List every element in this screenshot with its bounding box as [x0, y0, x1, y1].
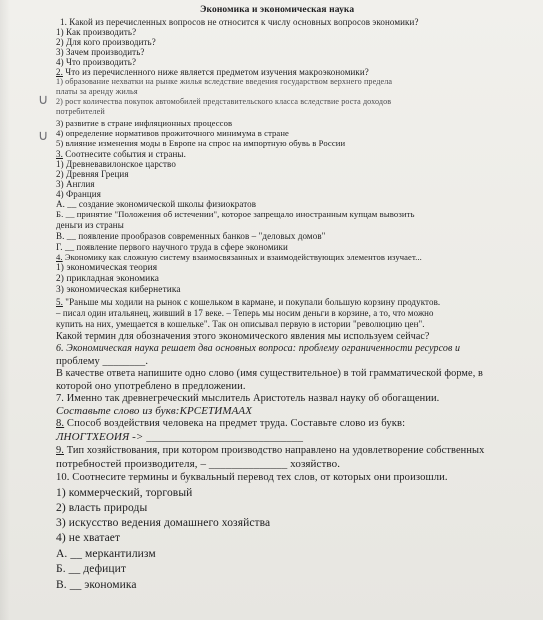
- q6-text: 6. Экономическая наука решает два основных вопроса: проблему ограниченности ресурсов и: [56, 343, 461, 354]
- page-title: Экономика и экономическая наука: [200, 5, 355, 15]
- q2-option-2-cont: потребителей: [56, 107, 105, 116]
- q9-number: 9.: [56, 445, 64, 456]
- q9-text: [56, 446, 484, 456]
- q10-word-b: Б. __ дефицит: [56, 563, 127, 575]
- q5-text-cont-2: купить на них, умещается в кошельке". Так он описывал первую в истории "революцию цен".: [56, 319, 425, 329]
- q8-letters: ЛНОГТХЕОИЯ -> ____________________________: [56, 431, 304, 443]
- q10-word-a: А. __ меркантилизм: [56, 548, 156, 560]
- q5-text: [56, 298, 440, 307]
- q3-country-1: 1) Древневавилонское царство: [56, 159, 176, 169]
- q10-term-4: 4) не хватает: [56, 532, 121, 544]
- q1-option-3: 3) Зачем производить?: [56, 47, 145, 57]
- q6-text-cont: проблему ________.: [56, 356, 149, 367]
- q3-number: 3.: [56, 149, 63, 159]
- q1-option-1: 1) Как производить?: [56, 27, 137, 37]
- q3-event-b: Б. __ принятие "Положения об истечении", которое запрещало иностранным купцам вывозить: [56, 209, 415, 219]
- q9-text-cont: потребностей производителя, – ______________ хозяйство.: [56, 458, 341, 470]
- q3-event-a: А. __ создание экономической школы физиократов: [56, 199, 257, 209]
- page-edge-shadow: [0, 0, 10, 620]
- q8-text: [56, 419, 405, 430]
- q3-country-2: 2) Древняя Греция: [56, 169, 129, 179]
- q2-option-3: 3) развитие в стране инфляционных процессов: [56, 118, 233, 128]
- q3-country-3: 3) Англия: [56, 179, 95, 189]
- pencil-mark-1: ∪: [38, 92, 49, 108]
- q10-term-3: 3) искусство ведения домашнего хозяйства: [56, 517, 271, 529]
- q2-option-4: 4) определение нормативов прожиточного минимума в стране: [56, 128, 289, 138]
- q1-option-2: 2) Для кого производить?: [56, 37, 156, 47]
- q1-option-4: 4) Что производить?: [56, 57, 137, 67]
- q2-number: 2.: [56, 67, 63, 77]
- q5-text-cont-1: – писал один итальянец, живший в 17 веке. – Теперь мы носим деньги в корзине, а то, что можно: [56, 308, 434, 318]
- q2-text: [56, 68, 369, 77]
- q8-question: Способ воздействия человека на предмет труда. Составьте слово из букв:: [64, 418, 406, 429]
- q2-option-1: 1) образование нехватки на рынке жилья вследствие введения государством верхнего предела: [56, 77, 393, 86]
- q7-text: 7. Именно так древнегреческий мыслитель Аристотель назвал науку об обогащении.: [56, 393, 440, 404]
- q5-text-cont-3: Какой термин для обозначения этого экономического явления мы используем сейчас?: [56, 331, 430, 342]
- q3-question: Соотнесите события и страны.: [62, 149, 186, 159]
- q6-instruction-cont: которой оно употреблено в предложении.: [56, 381, 246, 392]
- q4-question: Экономику как сложную систему взаимосвязанных и взаимодействующих элементов изучает...: [62, 252, 422, 262]
- q10-term-1: 1) коммерческий, торговый: [56, 487, 193, 499]
- q7-letters: Составьте слово из букв:КРСЕТИМААХ: [56, 405, 253, 417]
- q5-number: 5.: [56, 297, 63, 307]
- q1-text: 1. Какой из перечисленных вопросов не относится к числу основных вопросов экономики?: [60, 17, 419, 27]
- q3-event-g: Г. __ появление первого научного труда в сфере экономики: [56, 242, 288, 252]
- q4-text: [56, 253, 422, 262]
- q10-word-v: В. __ экономика: [56, 579, 137, 591]
- q4-option-1: 1) экономическая теория: [56, 263, 158, 273]
- q3-country-4: 4) Франция: [56, 189, 101, 199]
- q3-text: [56, 150, 186, 159]
- q3-event-v: В. __ появление прообразов современных банков – "деловых домов": [56, 231, 326, 241]
- q8-number: 8.: [56, 418, 65, 429]
- q2-option-2: 2) рост количества покупок автомобилей представительского класса вследствие роста доходов: [56, 97, 392, 106]
- q2-option-1-cont: платы за аренду жилья: [56, 87, 138, 96]
- q6-instruction: В качестве ответа напишите одно слово (имя существительное) в той грамматической форме, в: [56, 368, 484, 379]
- q4-option-2: 2) прикладная экономика: [56, 274, 160, 284]
- pencil-mark-2: ∪: [38, 128, 49, 144]
- q10-term-2: 2) власть природы: [56, 502, 148, 514]
- q3-event-b-cont: деньги из страны: [56, 220, 124, 230]
- q4-option-3: 3) экономическая кибернетика: [56, 285, 181, 295]
- q2-option-5: 5) влияние изменения моды в Европе на спрос на импортную обувь в России: [56, 138, 346, 148]
- q2-question: Что из перечисленного ниже является предметом изучения макроэкономики?: [62, 67, 369, 77]
- q4-number: 4.: [56, 252, 63, 262]
- q9-question: Тип хозяйствования, при котором производство направлено на удовлетворение собственных: [64, 445, 485, 456]
- q5-question: "Раньше мы ходили на рынок с кошельком в кармане, и покупали большую корзину продуктов.: [62, 297, 441, 307]
- q10-text: 10. Соотнесите термины и буквальный перевод тех слов, от которых они произошли.: [56, 472, 448, 483]
